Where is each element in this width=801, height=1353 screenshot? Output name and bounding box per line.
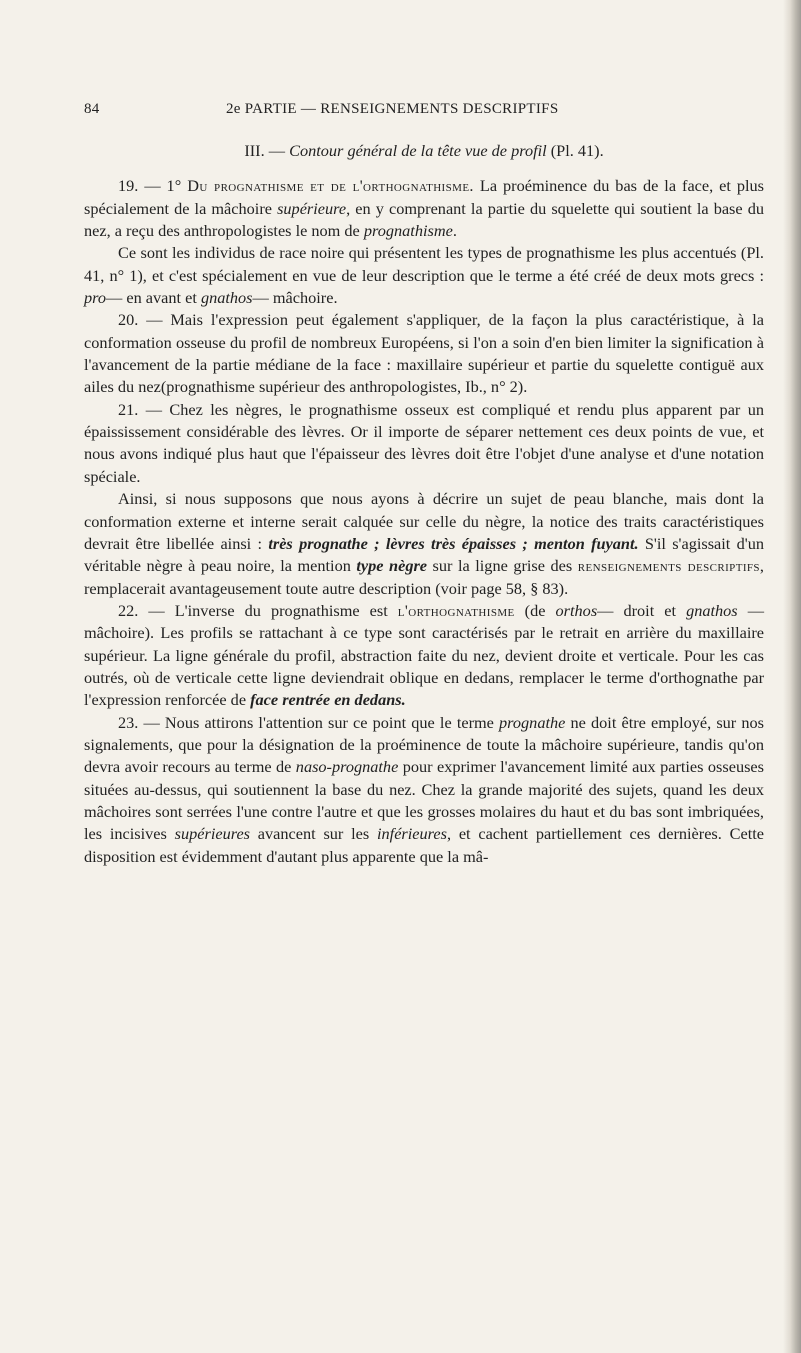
running-title: 2e PARTIE — RENSEIGNEMENTS DESCRIPTIFS [226, 101, 559, 117]
section-heading: III. — Contour général de la tête vue de profil (Pl. 41). [244, 141, 604, 160]
paragraph-21: 21. — Chez les nègres, le prognathisme osseux est compliqué et rendu plus apparent par un épaississement considérable des lèvres. Or il importe de séparer nettement ces deux points de vue, et nous avons indiqué plus haut que l'épaisseur des lèvres doit être l'objet d'une analyse et d'une notation spéciale. [84, 399, 764, 486]
paragraph-19: 19. — 1° Du prognathisme et de l'orthognathisme. La proéminence du bas de la face, et plus spécialement de la mâchoire supérieure, en y comprenant la partie du squelette qui soutient la base du nez, a reçu des anthropologistes le nom de prognathisme. [84, 176, 765, 241]
page-edge-shadow [783, 0, 801, 1353]
body-text [84, 140, 764, 868]
paragraph-21b: Ainsi, si nous supposons que nous ayons à décrire un sujet de peau blanche, mais dont la conformation externe et interne serait calquée sur celle du nègre, la notice des traits caractéristiques devrait être libellée ainsi : très prognathe ; lèvres très épaisses ; menton fuyant. S'il s'agissait d'un véritable nègre à peau noire, la mention type nègre sur la ligne grise des renseignements descriptifs, remplacerait avantageusement toute autre description (voir page 58, § 83). [84, 489, 764, 598]
paragraph-19b: Ce sont les individus de race noire qui présentent les types de prognathisme les plus accentués (Pl. 41, n° 1), et c'est spécialement en vue de leur description que le terme a été créé de deux mots grecs : pro— en avant et gnathos— mâchoire. [84, 243, 764, 308]
paragraph-23: 23. — Nous attirons l'attention sur ce point que le terme prognathe ne doit être employé, sur nos signalements, que pour la désignation de la proéminence de toute la mâchoire supérieure, tandis qu'on devra avoir recours au terme de naso-prognathe pour exprimer l'avancement limité aux parties osseuses situées au-dessus, qui soutiennent la base du nez. Chez la grande majorité des sujets, quand les deux mâchoires sont serrées l'une contre l'autre et que les grosses molaires du haut et du bas sont imbriquées, les incisives supérieures avancent sur les inférieures, et cachent partiellement ces dernières. Cette disposition est évidemment d'autant plus apparente que la mâ- [84, 712, 764, 866]
paragraph-20: 20. — Mais l'expression peut également s'appliquer, de la façon la plus caractéristique, à la conformation osseuse du profil de nombreux Européens, si l'on a soin d'en bien limiter la signification à l'avancement de la partie médiane de la face : maxillaire supérieur et partie du squelette contiguë aux ailes du nez(prognathisme supérieur des anthropologistes, Ib., n° 2). [84, 310, 764, 397]
paragraph-22: 22. — L'inverse du prognathisme est l'orthognathisme (de orthos— droit et gnathos — mâchoire). Les profils se rattachant à ce type sont caractérisés par le retrait en arrière du maxillaire supérieur. La ligne générale du profil, abstraction faite du nez, devient droite et verticale. Pour les cas outrés, où de verticale cette ligne deviendrait oblique en dedans, remplacer le terme d'orthognathe par l'expression renforcée de face rentrée en dedans. [84, 600, 764, 710]
page-number: 84 [84, 101, 100, 117]
